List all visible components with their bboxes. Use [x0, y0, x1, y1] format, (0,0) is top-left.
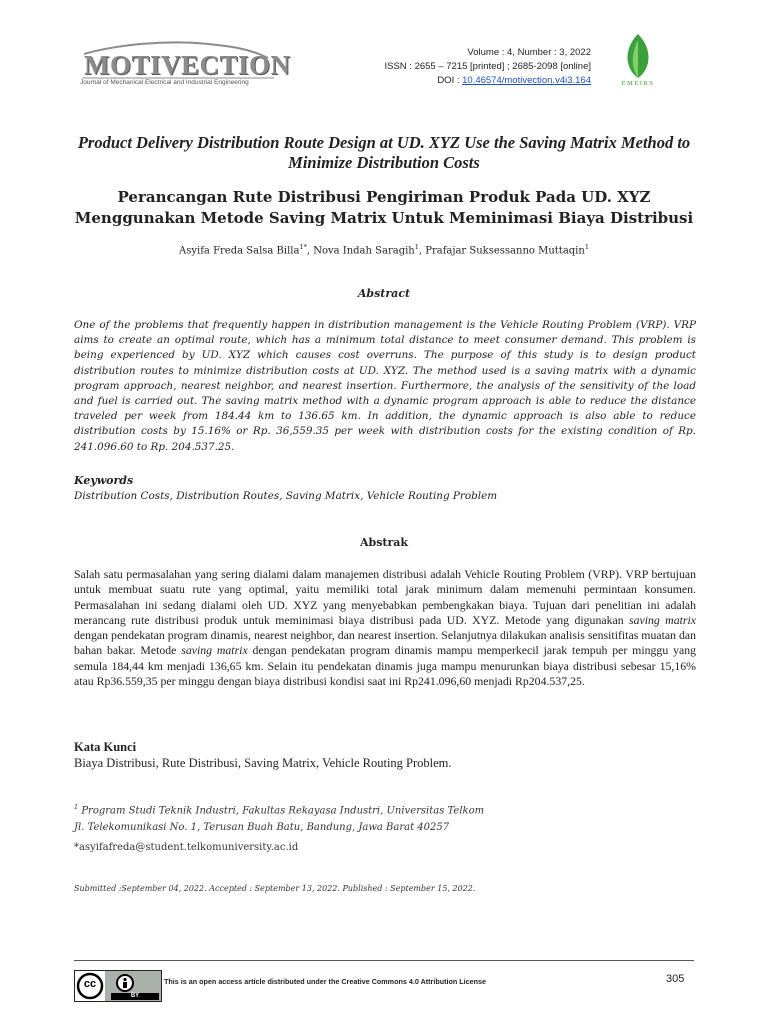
abstrak-body [74, 567, 696, 689]
doi-line [384, 74, 591, 88]
affiliation-address: Jl. Telekomunikasi No. 1, Terusan Buah Batu, Bandung, Jawa Barat 40257 [74, 822, 450, 833]
cc-label: cc [83, 978, 97, 990]
issn-line: ISSN : 2655 – 7215 [printed] ; 2685-2098 [online] [384, 61, 591, 72]
partner-logo [620, 30, 656, 92]
affiliation-marker: 1 [74, 803, 79, 811]
footer-divider [74, 960, 694, 961]
volume-line: Volume : 4, Number : 3, 2022 [467, 47, 591, 58]
abstrak-text-part: dengan pendekatan program dinamis, nearest neighbor, dan nearest insertion. Selanjutnya dilakukan analisis sensitifitas muatan dan bahan bakar. Metode [74, 628, 696, 658]
author-marker: 1 [414, 243, 419, 251]
doi-prefix: DOI : [437, 75, 463, 86]
abstrak-text-part: dengan pendekatan program dinamis mampu memperkecil jarak tempuh per minggu yang semula 184,44 km menjadi 136,65 km. Selain itu pendekatan dinamis juga mampu menurunkan biaya distribusi sebesar 15,16% atau Rp36.559,35 per minggu dengan biaya distribusi kondisi saat ini Rp241.096,60 menjadi Rp204.537,25. [74, 643, 697, 689]
author-name: Prafajar Suksessanno Muttaqin [425, 245, 585, 257]
author-separator: , [418, 245, 426, 257]
abstrak-emphasis: saving matrix [181, 643, 248, 658]
journal-meta [384, 46, 591, 88]
cc-license-badge[interactable] [74, 970, 162, 1002]
kata-kunci-text: Biaya Distribusi, Rute Distribusi, Saving Matrix, Vehicle Routing Problem. [74, 756, 452, 770]
abstrak-heading: Abstrak [359, 536, 409, 549]
keywords-heading: Keywords [74, 474, 134, 487]
by-label: BY [130, 993, 140, 999]
logo-wordmark: MOTIVECTION [84, 50, 291, 80]
corresponding-email: *asyifafreda@student.telkomuniversity.ac.id [74, 842, 299, 853]
abstrak-emphasis: saving matrix [629, 612, 696, 627]
affiliation-text: Program Studi Teknik Industri, Fakultas Rekayasa Industri, Universitas Telkom [78, 805, 485, 817]
author-name: Asyifa Freda Salsa Billa [179, 245, 300, 257]
keywords-text: Distribution Costs, Distribution Routes, Saving Matrix, Vehicle Routing Problem [74, 490, 498, 502]
page-number: 305 [666, 973, 685, 985]
abstrak-text-part: Salah satu permasalahan yang sering dialami dalam manajemen distribusi adalah Vehicle Routing Problem (VRP). VRP bertujuan untuk membuat suatu rute yang optimal, yaitu memiliki total jarak minimum dalam memenuhi permintaan konsumen. Permasalahan ini sedang dialami oleh UD. XYZ yang menyebabkan pembengkakan biaya. Tujuan dari penelitian ini adalah merancang rute distribusi produk untuk meminimasi biaya distribusi pada UD. XYZ. Metode yang digunakan [74, 567, 696, 627]
kata-kunci-heading: Kata Kunci [74, 740, 137, 754]
submission-dates: Submitted :September 04, 2022. Accepted : September 13, 2022. Published : September 15, 2022. [74, 884, 476, 893]
author-list [60, 243, 708, 256]
leaf-icon [620, 30, 656, 80]
author-marker: 1* [299, 243, 307, 251]
author-name: Nova Indah Saragih [313, 245, 415, 257]
journal-logo [78, 38, 291, 90]
partner-logo-label: EMEIRS [621, 80, 655, 87]
logo-subtitle: Journal of Mechanical Electrical and Industrial Engineering [80, 79, 249, 86]
author-separator: , [306, 245, 314, 257]
license-statement: This is an open access article distributed under the Creative Commons 4.0 Attribution License [164, 977, 487, 986]
abstract-body: One of the problems that frequently happen in distribution management is the Vehicle Routing Problem (VRP). VRP aims to create an optimal route, which has a minimum total distance to meet consumer demand. This problem is being experienced by UD. XYZ which causes cost overruns. The purpose of this study is to design product distribution routes to minimize distribution costs at UD. XYZ. The method used is a saving matrix with a dynamic program approach, nearest neighbor, and nearest insertion. Furthermore, the analysis of the sensitivity of the load and fuel is carried out. The saving matrix method with a dynamic program approach is able to reduce the distance traveled per week from 184.44 km to 136.65 km. In addition, the dynamic approach is also able to reduce distribution costs by 15.16% or Rp. 36,559.35 per week with distribution costs for the existing condition of Rp. 241.096.60 to Rp. 204.537.25. [74, 319, 696, 453]
title-indonesian: Perancangan Rute Distribusi Pengiriman Produk Pada UD. XYZ Menggunakan Metode Saving Matrix Untuk Meminimasi Biaya Distribusi [74, 188, 694, 227]
title-english: Product Delivery Distribution Route Design at UD. XYZ Use the Saving Matrix Method to Minimize Distribution Costs [77, 133, 691, 172]
affiliation-line [74, 803, 484, 816]
doi-link[interactable]: 10.46574/motivection.v4i3.164 [462, 75, 591, 86]
abstract-heading: Abstract [357, 287, 411, 300]
author-marker: 1 [584, 243, 589, 251]
